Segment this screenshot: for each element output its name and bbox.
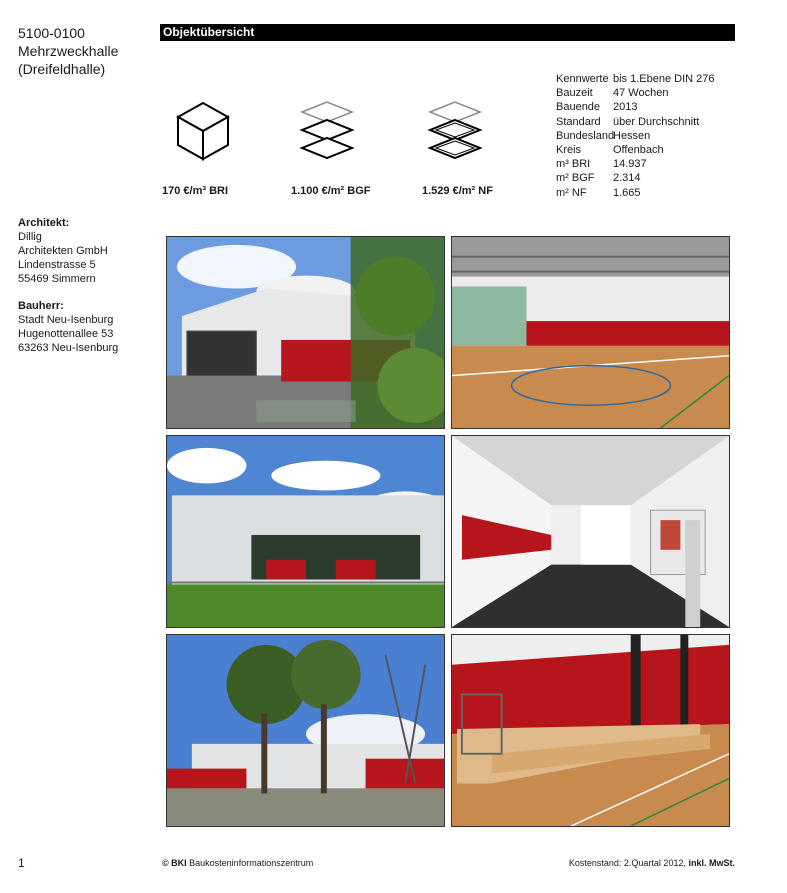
bauherr-line: 63263 Neu-Isenburg: [18, 342, 119, 354]
bauherr-line: Stadt Neu-Isenburg: [18, 314, 114, 326]
architekt-heading: Architekt:: [18, 217, 70, 229]
object-title: [18, 42, 158, 78]
kv-row: m² NF 1.665: [556, 186, 641, 199]
kv-row: Kreis Offenbach: [556, 144, 664, 157]
kv-row: Standard über Durchschnitt: [556, 115, 700, 128]
architekt-line: Architekten GmbH: [18, 245, 108, 257]
photo-corridor: [451, 435, 730, 628]
cost-nf: 1.529 €/m² NF: [422, 185, 493, 197]
kv-row: Kennwerte bis 1.Ebene DIN 276: [556, 73, 715, 85]
title-line-2: (Dreifeldhalle): [18, 61, 106, 77]
floors-icon: [298, 100, 356, 162]
kv-row: m² BGF 2.314: [556, 172, 641, 185]
bauherr-block: [18, 299, 118, 355]
publisher-name: Baukosteninformationszentrum: [189, 858, 314, 868]
kv-row: Bauzeit 47 Wochen: [556, 87, 669, 100]
bauherr-heading: Bauherr:: [18, 300, 64, 312]
section-banner: Objektübersicht: [160, 24, 735, 41]
kostenstand-text: Kostenstand: 2.Quartal 2012,: [568, 858, 686, 868]
architekt-line: Lindenstrasse 5: [18, 259, 96, 271]
cost-bgf: 1.100 €/m² BGF: [291, 185, 371, 197]
cube-icon: [175, 100, 231, 162]
publisher-mark: © BKI: [162, 858, 187, 868]
bauherr-line: Hugenottenallee 53: [18, 328, 114, 340]
photo-gym-interior: [451, 236, 730, 429]
architekt-block: [18, 216, 108, 286]
architekt-line: Dillig: [18, 231, 42, 243]
floor-plan-icon: [426, 100, 484, 162]
kennwerte-table: [556, 72, 715, 200]
object-code: 5100-0100: [18, 25, 85, 41]
kv-row: Bundesland Hessen: [556, 129, 651, 142]
photo-exterior-corner: [166, 236, 445, 429]
photo-exterior-side: [166, 435, 445, 628]
architekt-line: 55469 Simmern: [18, 273, 96, 285]
kv-row: Bauende 2013: [556, 101, 638, 114]
photo-bleachers: [451, 634, 730, 827]
kv-row: m³ BRI 14.937: [556, 158, 647, 171]
mwst-text: inkl. MwSt.: [688, 858, 735, 868]
footer-publisher: [162, 858, 313, 868]
photo-exterior-trees: [166, 634, 445, 827]
title-line-1: Mehrzweckhalle: [18, 43, 119, 59]
footer-kostenstand: [569, 858, 735, 868]
page-number: 1: [18, 856, 25, 870]
cost-bri: 170 €/m³ BRI: [162, 185, 229, 197]
